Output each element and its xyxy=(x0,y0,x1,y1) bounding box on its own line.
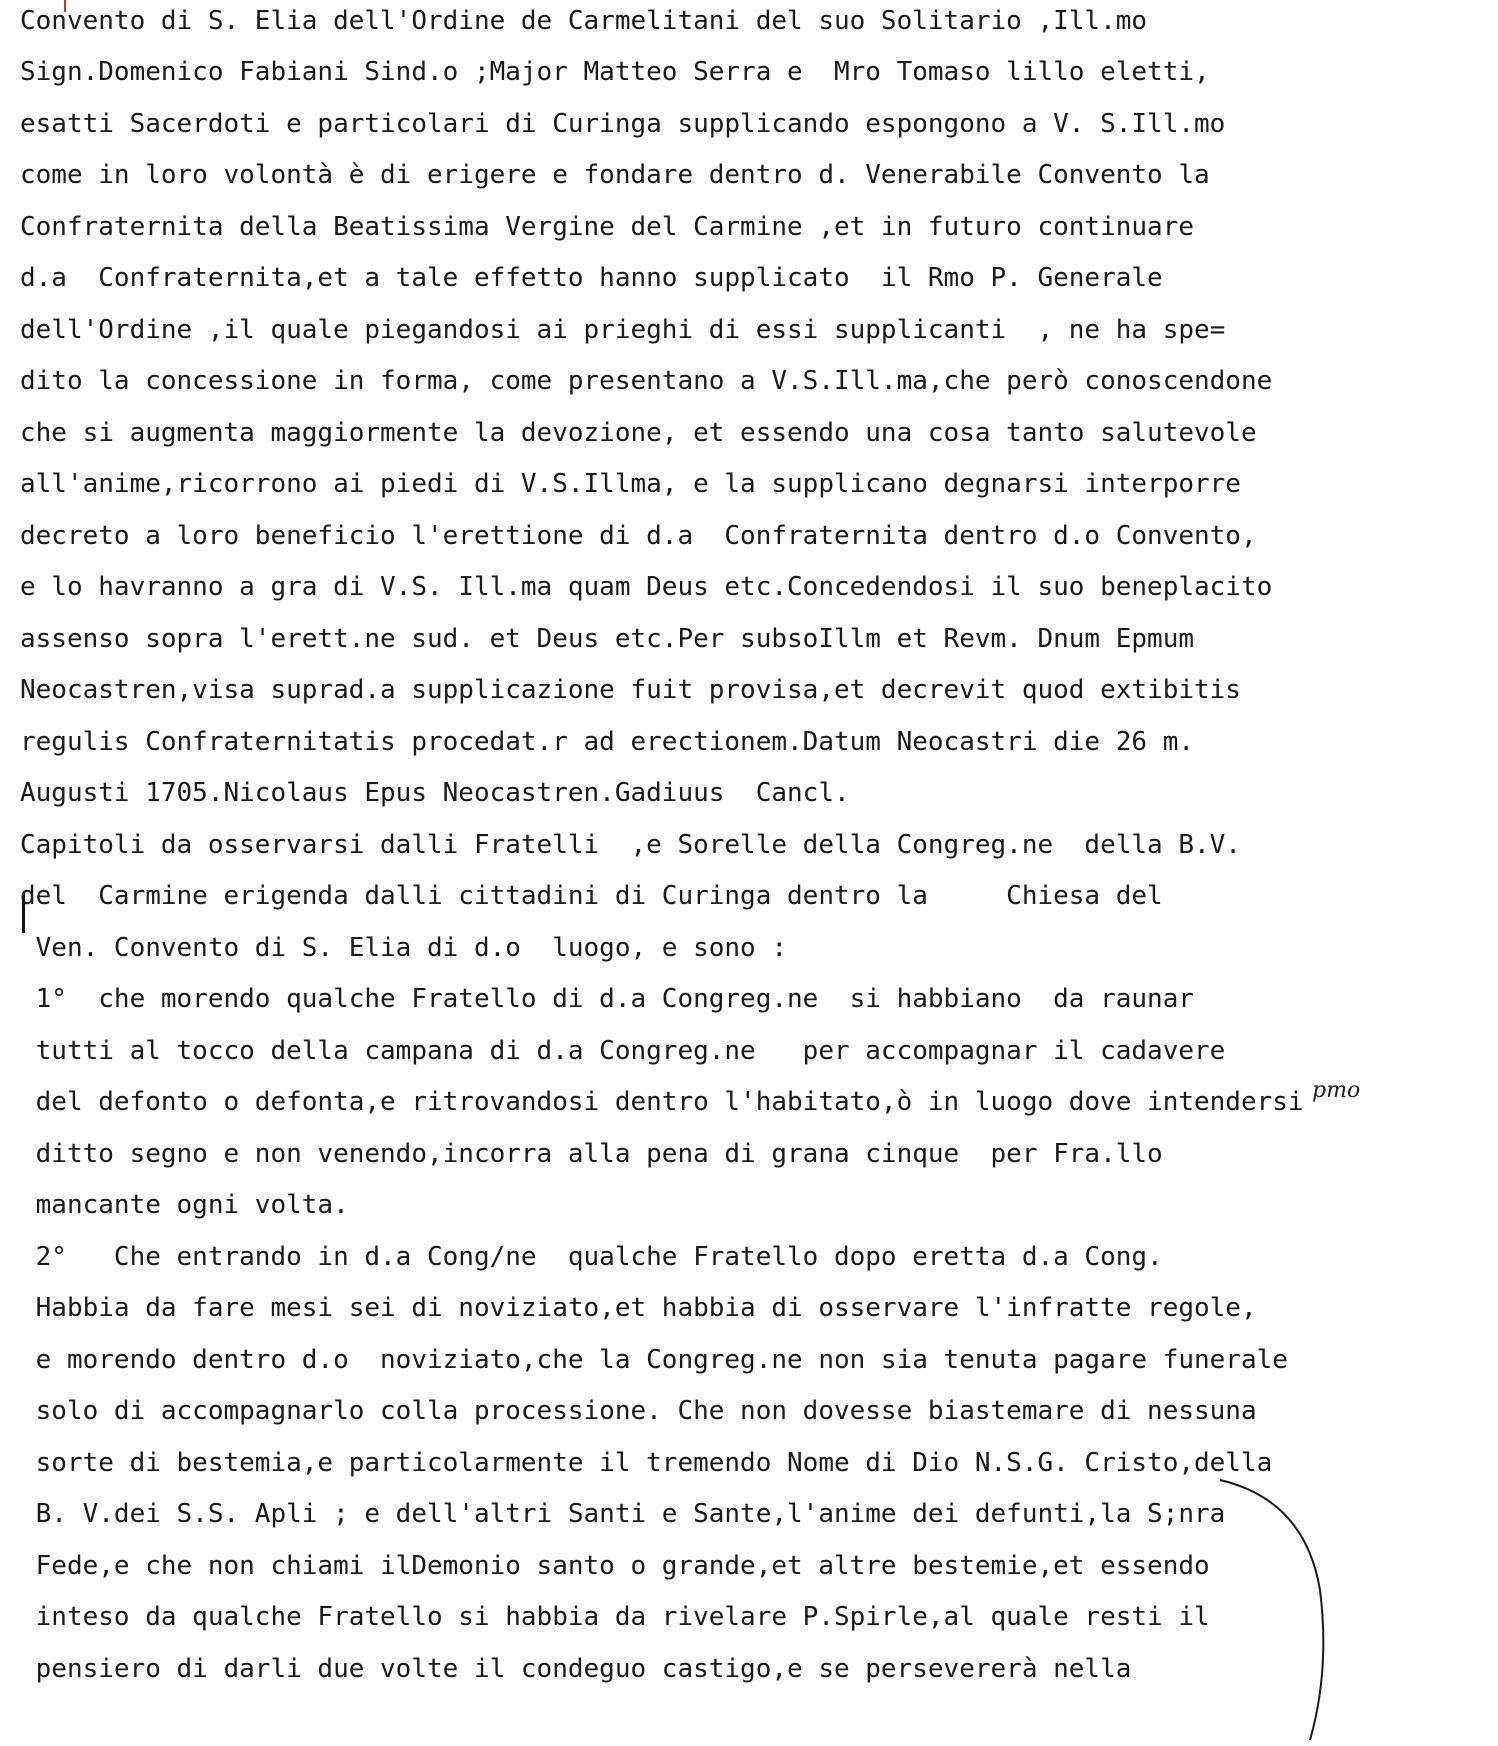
text-line: 1° che morendo qualche Fratello di d.a Congreg.ne si habbiano da raunar xyxy=(20,984,1194,1014)
text-line: d.a Confraternita,et a tale effetto hanno supplicato il Rmo P. Generale xyxy=(20,263,1163,293)
text-line: mancante ogni volta. xyxy=(20,1190,349,1220)
text-line: sorte di bestemia,e particolarmente il tremendo Nome di Dio N.S.G. Cristo,della xyxy=(20,1448,1273,1478)
text-line: tutti al tocco della campana di d.a Congreg.ne per accompagnar il cadavere xyxy=(20,1036,1226,1066)
text-line: Habbia da fare mesi sei di noviziato,et habbia di osservare l'infratte regole, xyxy=(20,1293,1257,1323)
text-line: e morendo dentro d.o noviziato,che la Congreg.ne non sia tenuta pagare funerale xyxy=(20,1345,1288,1375)
text-line: dito la concessione in forma, come presentano a V.S.Ill.ma,che però conoscendone xyxy=(20,366,1273,396)
text-line: del Carmine erigenda dalli cittadini di Curinga dentro la Chiesa del xyxy=(20,881,1163,911)
text-line: 2° Che entrando in d.a Cong/ne qualche Fratello dopo eretta d.a Cong. xyxy=(20,1242,1163,1272)
text-line: Convento di S. Elia dell'Ordine de Carmelitani del suo Solitario ,Ill.mo xyxy=(20,6,1148,36)
text-line: come in loro volontà è di erigere e fondare dentro d. Venerabile Convento la xyxy=(20,160,1210,190)
text-line: Capitoli da osservarsi dalli Fratelli ,e Sorelle della Congreg.ne della B.V. xyxy=(20,830,1241,860)
text-line: Augusti 1705.Nicolaus Epus Neocastren.Gadiuus Cancl. xyxy=(20,778,850,808)
text-line: pensiero di darli due volte il condeguo castigo,e se persevererà nella xyxy=(20,1654,1132,1684)
text-line: B. V.dei S.S. Apli ; e dell'altri Santi e Sante,l'anime dei defunti,la S;nra xyxy=(20,1499,1226,1529)
pen-arc-mark xyxy=(1210,1470,1350,1746)
text-line: dell'Ordine ,il quale piegandosi ai prieghi di essi supplicanti , ne ha spe= xyxy=(20,315,1226,345)
text-line: Fede,e che non chiami ilDemonio santo o grande,et altre bestemie,et essendo xyxy=(20,1551,1210,1581)
text-line: esatti Sacerdoti e particolari di Curinga supplicando espongono a V. S.Ill.mo xyxy=(20,109,1226,139)
text-line: Sign.Domenico Fabiani Sind.o ;Major Matteo Serra e Mro Tomaso lillo eletti, xyxy=(20,57,1210,87)
text-line: Neocastren,visa suprad.a supplicazione fuit provisa,et decrevit quod extibitis xyxy=(20,675,1241,705)
text-line: decreto a loro beneficio l'erettione di d.a Confraternita dentro d.o Convento, xyxy=(20,521,1257,551)
text-line: solo di accompagnarlo colla processione. Che non dovesse biastemare di nessuna xyxy=(20,1396,1257,1426)
text-line: Ven. Convento di S. Elia di d.o luogo, e sono : xyxy=(20,933,788,963)
text-line: ditto segno e non venendo,incorra alla pena di grana cinque per Fra.llo xyxy=(20,1139,1163,1169)
text-line: del defonto o defonta,e ritrovandosi dentro l'habitato,ò in luogo dove intendersi xyxy=(20,1087,1304,1117)
text-line: all'anime,ricorrono ai piedi di V.S.Illma, e la supplicano degnarsi interporre xyxy=(20,469,1241,499)
text-line: regulis Confraternitatis procedat.r ad erectionem.Datum Neocastri die 26 m. xyxy=(20,727,1194,757)
text-line: e lo havranno a gra di V.S. Ill.ma quam Deus etc.Concedendosi il suo beneplacito xyxy=(20,572,1273,602)
text-line: Confraternita della Beatissima Vergine del Carmine ,et in futuro continuare xyxy=(20,212,1194,242)
text-line: assenso sopra l'erett.ne sud. et Deus etc.Per subsoIllm et Revm. Dnum Epmum xyxy=(20,624,1194,654)
text-line: inteso da qualche Fratello si habbia da rivelare P.Spirle,al quale resti il xyxy=(20,1602,1210,1632)
handwritten-margin-note: pmo xyxy=(1312,1078,1361,1103)
text-line: che si augmenta maggiormente la devozione, et essendo una cosa tanto salutevole xyxy=(20,418,1257,448)
